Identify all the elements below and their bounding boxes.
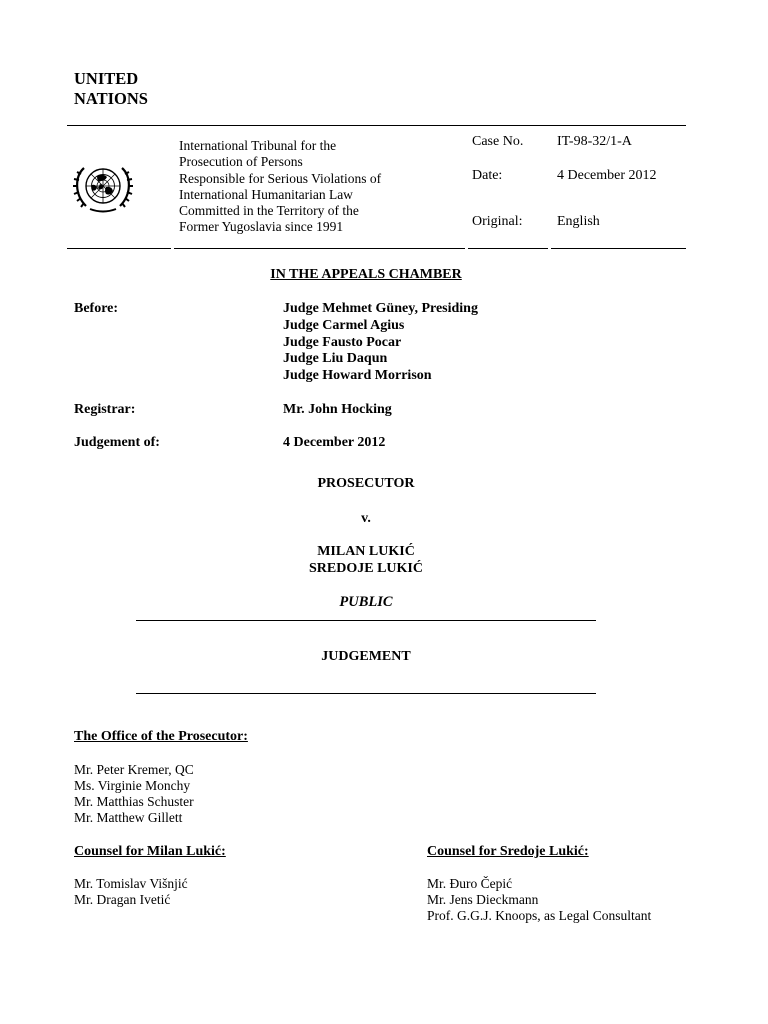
tribunal-line: Former Yugoslavia since 1991 — [179, 219, 344, 235]
counsel-sredoje-heading: Counsel for Sredoje Lukić: — [427, 844, 589, 859]
list-item: Mr. Dragan Ivetić — [74, 892, 171, 907]
case-no-label: Case No. — [472, 134, 524, 149]
original-label: Original: — [472, 214, 523, 229]
list-item: Prof. G.G.J. Knoops, as Legal Consultant — [427, 908, 652, 923]
judges-list — [283, 301, 478, 385]
chamber-heading: IN THE APPEALS CHAMBER — [270, 267, 462, 282]
judgement-of-value: 4 December 2012 — [283, 435, 386, 450]
accused-name: MILAN LUKIĆ — [317, 544, 415, 559]
date-value: 4 December 2012 — [557, 168, 657, 183]
case-no-value: IT-98-32/1-A — [557, 134, 632, 149]
versus-text: v. — [361, 511, 371, 526]
tribunal-line: International Humanitarian Law — [179, 186, 353, 202]
accused-name: SREDOJE LUKIĆ — [309, 561, 423, 576]
organization-title — [74, 69, 148, 109]
header-bottom-rule — [67, 248, 171, 249]
date-label: Date: — [472, 168, 503, 183]
counsel-milan-names — [74, 876, 188, 908]
list-item: Mr. Peter Kremer, QC — [74, 762, 194, 777]
caption-rule — [136, 693, 596, 694]
judge-name: Judge Mehmet Güney, Presiding — [283, 301, 478, 316]
list-item: Mr. Matthew Gillett — [74, 810, 183, 825]
caption-rule — [136, 620, 596, 621]
header-top-rule — [67, 125, 686, 126]
list-item: Mr. Jens Dieckmann — [427, 892, 539, 907]
header-bottom-rule — [551, 248, 686, 249]
registrar-value: Mr. John Hocking — [283, 402, 392, 417]
before-label: Before: — [74, 301, 119, 316]
list-item: Mr. Matthias Schuster — [74, 794, 194, 809]
header-bottom-rule — [468, 248, 548, 249]
tribunal-line: Responsible for Serious Violations of — [179, 170, 382, 186]
otp-names — [74, 762, 194, 826]
registrar-label: Registrar: — [74, 402, 136, 417]
otp-heading: The Office of the Prosecutor: — [74, 729, 248, 744]
tribunal-line: Committed in the Territory of the — [179, 203, 359, 219]
header-bottom-rule — [174, 248, 465, 249]
prosecutor-heading: PROSECUTOR — [317, 476, 415, 491]
list-item: Mr. Tomislav Višnjić — [74, 876, 188, 891]
list-item: Ms. Virginie Monchy — [74, 778, 191, 793]
un-emblem-icon — [70, 160, 136, 214]
judgement-of-label: Judgement of: — [74, 435, 160, 450]
judge-name: Judge Howard Morrison — [283, 368, 432, 384]
judge-name: Judge Carmel Agius — [283, 317, 405, 333]
public-label: PUBLIC — [339, 594, 393, 610]
judge-name: Judge Fausto Pocar — [283, 334, 402, 350]
tribunal-name — [179, 138, 381, 236]
tribunal-line: International Tribunal for the — [179, 138, 337, 153]
counsel-milan-heading: Counsel for Milan Lukić: — [74, 844, 226, 859]
organization-title-line2: NATIONS — [74, 89, 148, 108]
document-title: JUDGEMENT — [321, 649, 411, 664]
tribunal-line: Prosecution of Persons — [179, 154, 303, 170]
organization-title-line1: UNITED — [74, 69, 139, 88]
counsel-sredoje-names — [427, 876, 651, 924]
original-value: English — [557, 214, 600, 229]
list-item: Mr. Đuro Čepić — [427, 876, 513, 891]
judge-name: Judge Liu Daqun — [283, 351, 388, 367]
